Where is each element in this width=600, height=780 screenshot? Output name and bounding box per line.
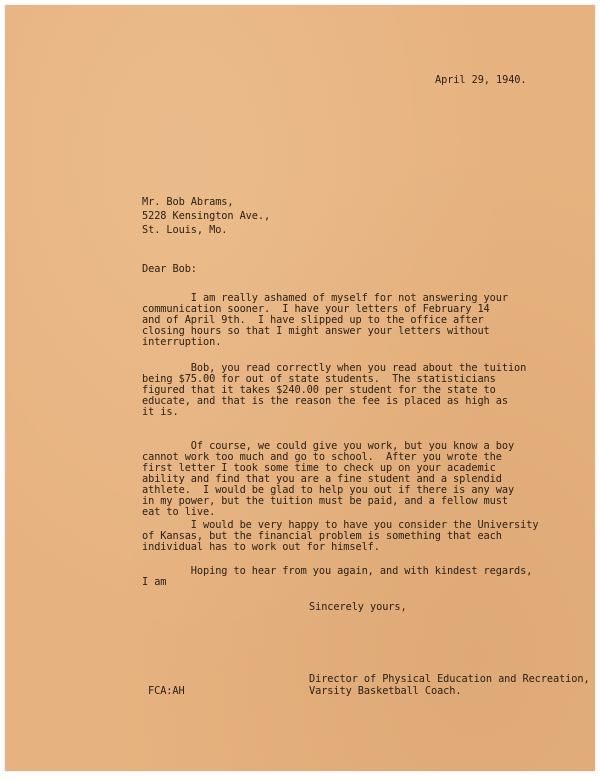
body-line: figured that it takes $240.00 per student for the state to [142, 384, 496, 396]
body-line: and of April 9th. I have slipped up to the office after [142, 314, 484, 326]
recipient-name: Mr. Bob Abrams, [142, 196, 234, 208]
closing: Sincerely yours, [309, 601, 407, 613]
paragraph-2 [142, 363, 526, 418]
body-line: closing hours so that I might answer your letters without [142, 325, 490, 337]
body-line: I am really ashamed of myself for not answering your [142, 292, 508, 304]
body-line: Of course, we could give you work, but you know a boy [142, 440, 515, 452]
letter-page [5, 5, 595, 771]
signature-title-line-1: Director of Physical Education and Recreation, [309, 673, 590, 685]
recipient-street: 5228 Kensington Ave., [142, 210, 271, 222]
body-line: I would be very happy to have you consider the University [142, 519, 539, 531]
body-line: I am [142, 576, 167, 588]
paragraph-4 [142, 520, 538, 553]
body-line: Bob, you read correctly when you read about the tuition [142, 362, 527, 374]
body-line: ability and find that you are a fine student and a splendid [142, 473, 502, 485]
body-line: Hoping to hear from you again, and with kindest regards, [142, 565, 533, 577]
body-line: educate, and that is the reason the fee is placed as high as [142, 395, 508, 407]
recipient-city: St. Louis, Mo. [142, 224, 228, 236]
letter-date: April 29, 1940. [435, 74, 527, 86]
body-line: individual has to work out for himself. [142, 541, 380, 553]
body-line: eat to live. [142, 506, 216, 518]
body-line: communication sooner. I have your letters of February 14 [142, 303, 490, 315]
paragraph-3 [142, 441, 514, 518]
paragraph-1 [142, 293, 508, 348]
salutation: Dear Bob: [142, 263, 197, 275]
body-line: cannot work too much and go to school. After you wrote the [142, 451, 502, 463]
paragraph-5 [142, 566, 532, 588]
body-line: first letter I took some time to check up on your academic [142, 462, 496, 474]
signature-title-line-2: Varsity Basketball Coach. [309, 685, 462, 697]
body-line: of Kansas, but the financial problem is something that each [142, 530, 502, 542]
body-line: being $75.00 for out of state students. The statisticians [142, 373, 496, 385]
body-line: athlete. I would be glad to help you out if there is any way [142, 484, 515, 496]
body-line: interruption. [142, 336, 222, 348]
body-line: in my power, but the tuition must be paid, and a fellow must [142, 495, 508, 507]
body-line: it is. [142, 406, 179, 418]
reference-initials: FCA:AH [148, 685, 185, 697]
